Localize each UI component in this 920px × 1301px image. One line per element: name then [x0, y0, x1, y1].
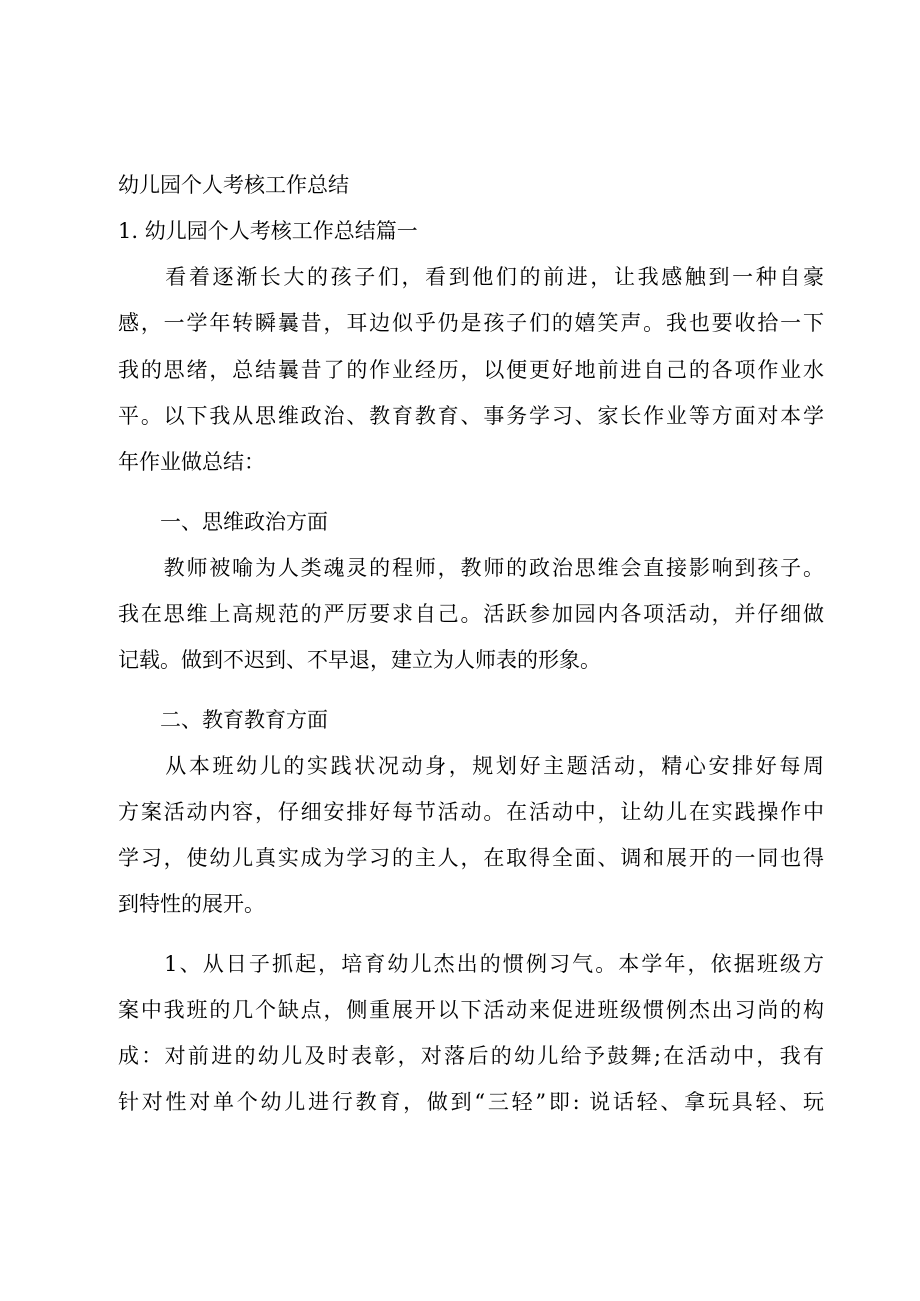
- text-line: 1、从日子抓起，培育幼儿杰出的惯例习气。本学年，依据班级方: [118, 952, 824, 976]
- text-line: 我在思维上高规范的严厉要求自己。活跃参加园内各项活动，并仔细做: [118, 602, 824, 626]
- text-line: 案中我班的几个缺点，侧重展开以下活动来促进班级惯例杰出习尚的构: [118, 998, 824, 1022]
- document-title: 幼儿园个人考核工作总结: [118, 173, 349, 197]
- text-line: 看着逐渐长大的孩子们，看到他们的前进，让我感触到一种自豪: [118, 265, 824, 289]
- text-line: 到特性的展开。: [118, 892, 265, 916]
- section-heading: 一、思维政治方面: [118, 510, 328, 534]
- text-line: 方案活动内容，仔细安排好每节活动。在活动中，让幼儿在实践操作中: [118, 800, 824, 824]
- text-line: 年作业做总结：: [118, 450, 265, 474]
- article-heading: 1. 幼儿园个人考核工作总结篇一: [118, 219, 418, 243]
- text-line: 从本班幼儿的实践状况动身，规划好主题活动，精心安排好每周: [118, 754, 824, 778]
- text-line: 感，一学年转瞬曩昔，耳边似乎仍是孩子们的嬉笑声。我也要收拾一下: [118, 311, 824, 335]
- text-line: 学习，使幼儿真实成为学习的主人，在取得全面、调和展开的一同也得: [118, 846, 824, 870]
- text-line: 记载。做到不迟到、不早退，建立为人师表的形象。: [118, 648, 601, 672]
- text-line: 我的思绪，总结曩昔了的作业经历，以便更好地前进自己的各项作业水: [118, 358, 824, 382]
- text-line: 成：对前进的幼儿及时表彰，对落后的幼儿给予鼓舞;在活动中，我有: [118, 1044, 824, 1068]
- text-line: 针对性对单个幼儿进行教育，做到“三轻”即: 说话轻、拿玩具轻、玩: [118, 1090, 824, 1114]
- text-line: 教师被喻为人类魂灵的程师，教师的政治思维会直接影响到孩子。: [118, 556, 824, 580]
- text-line: 平。以下我从思维政治、教育教育、事务学习、家长作业等方面对本学: [118, 404, 824, 428]
- section-heading: 二、教育教育方面: [118, 708, 328, 732]
